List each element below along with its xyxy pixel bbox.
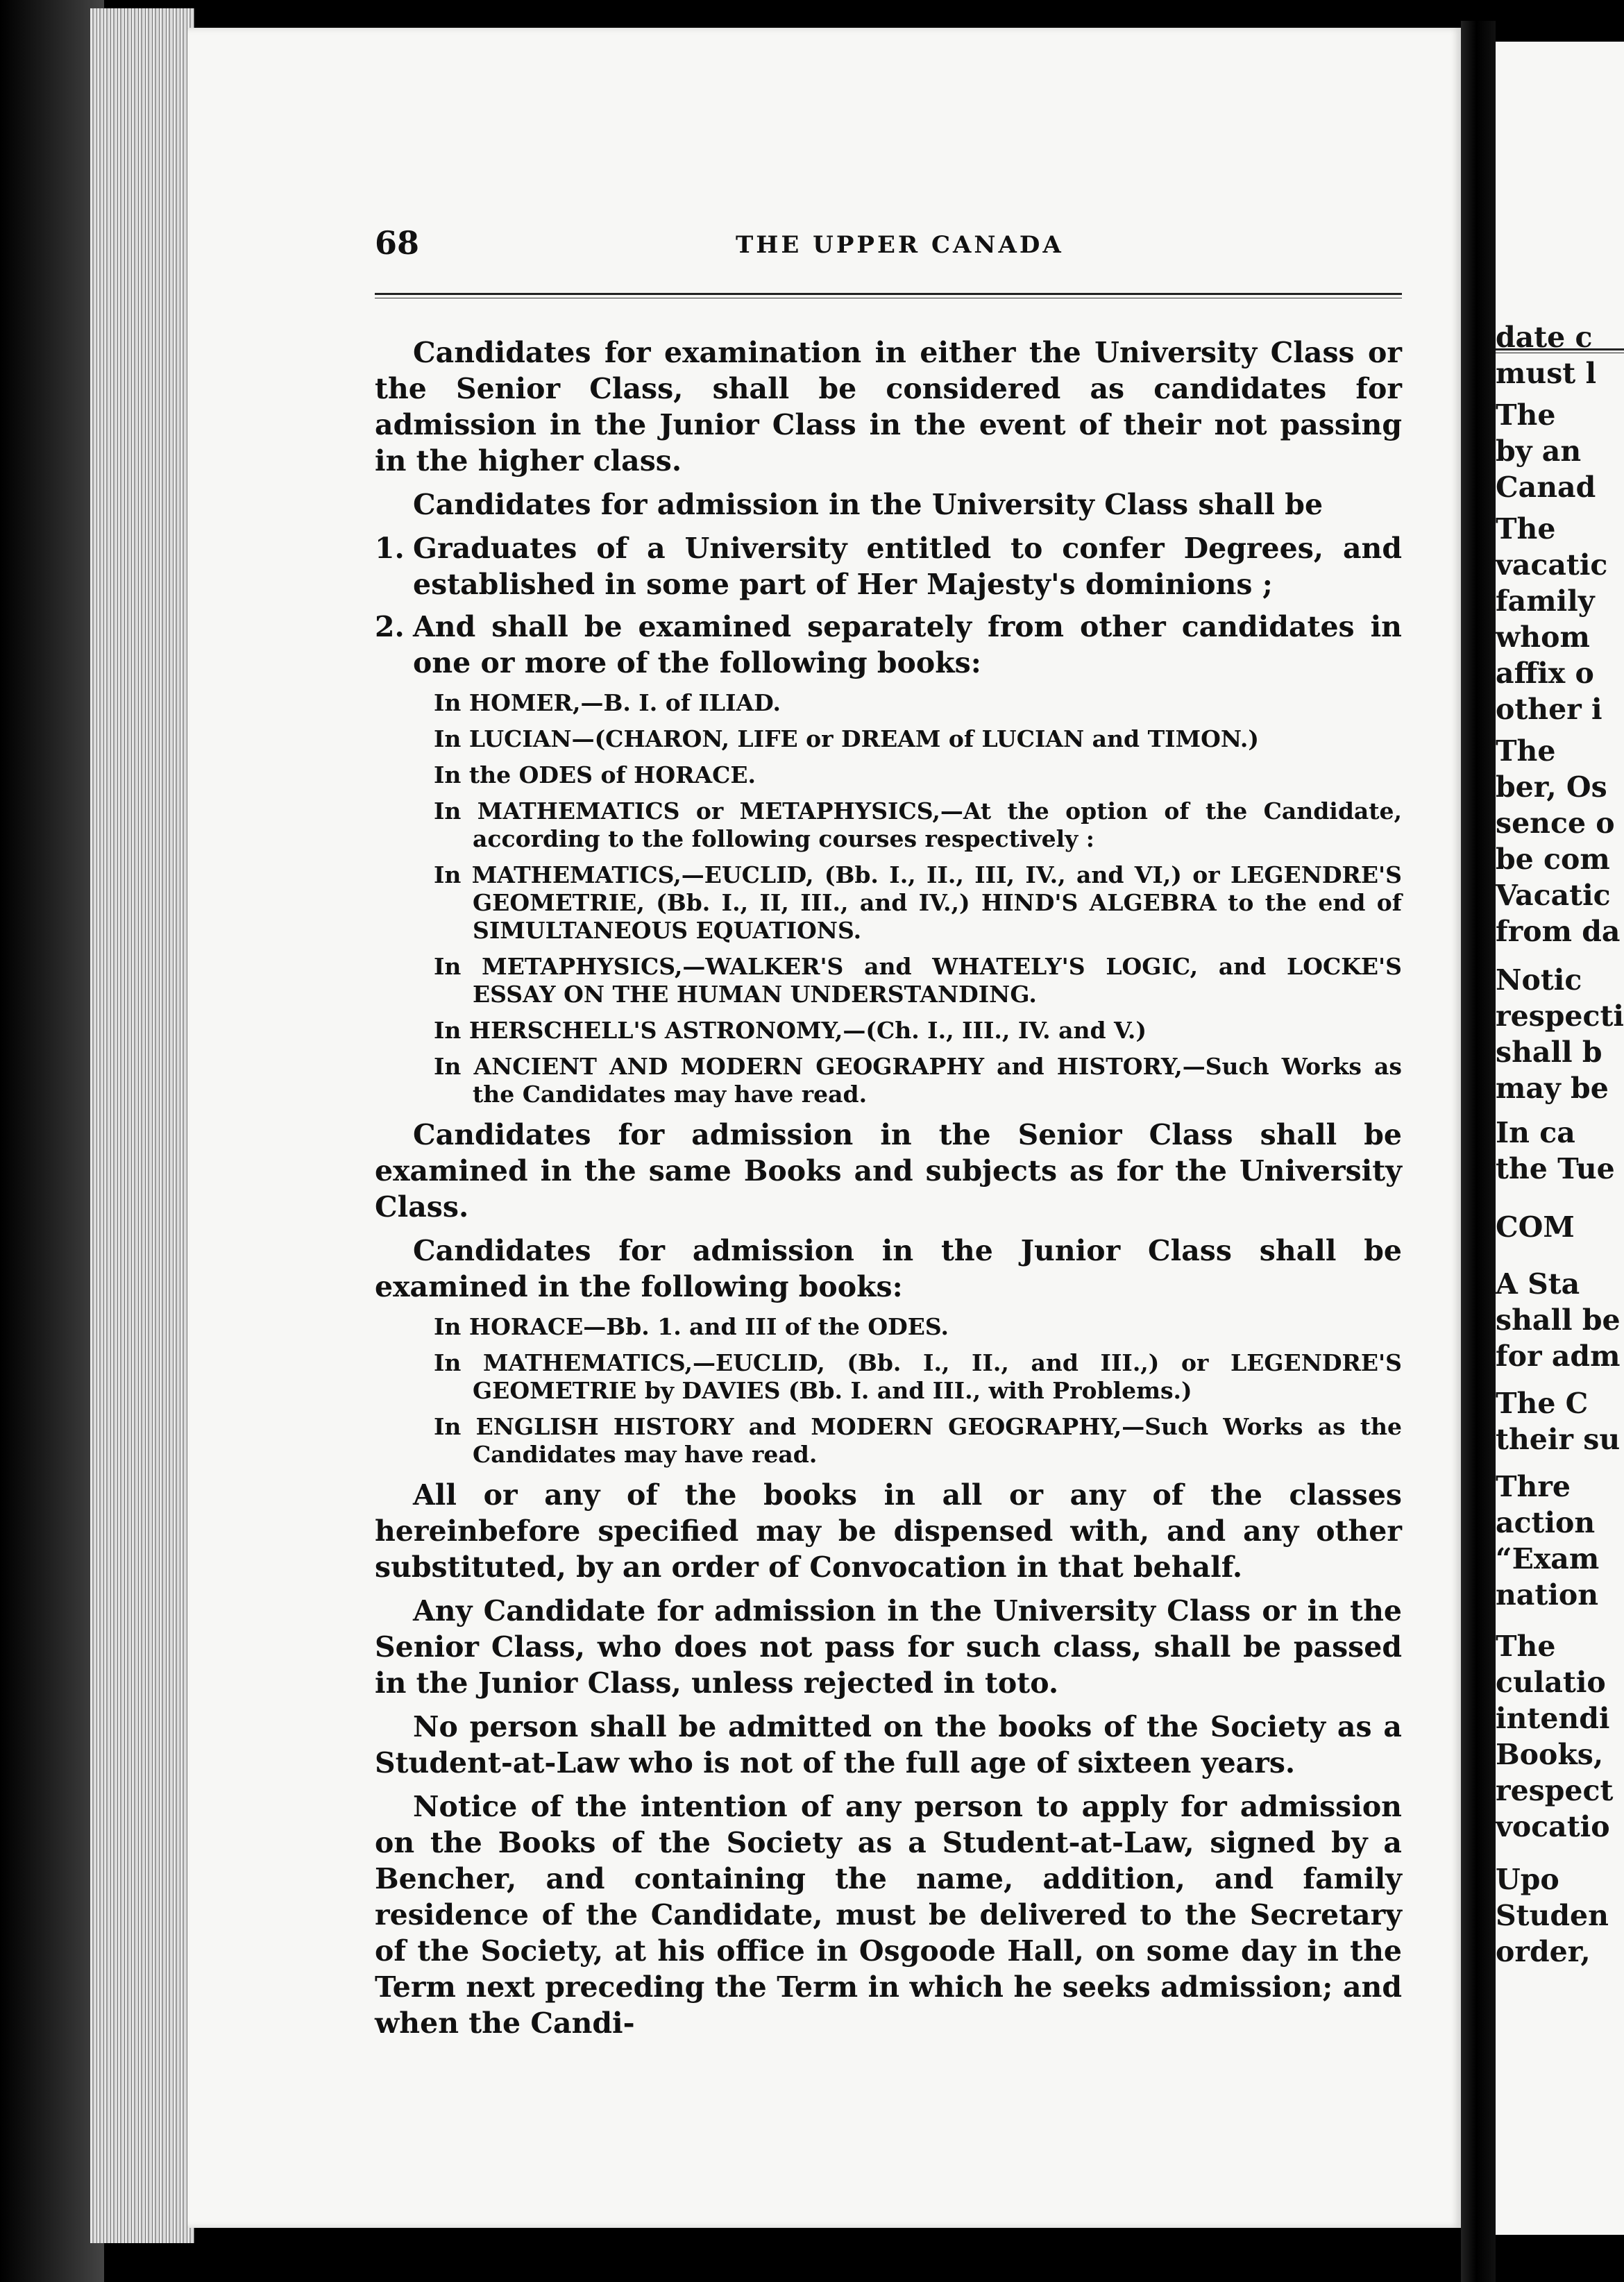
intro-paragraph: Candidates for examination in either the University Class or the Senior Class, shall be considered as candidates for admission in the Junior Class in the event of their not passing in the higher class. <box>375 336 1402 477</box>
facing-page-fragment: respect <box>1496 1774 1614 1807</box>
page-header <box>375 224 1402 266</box>
book-gutter <box>1461 21 1496 2282</box>
page-body <box>375 335 1402 2049</box>
facing-page-fragment: their su <box>1496 1423 1621 1456</box>
facing-page-fragment: A Sta <box>1496 1267 1580 1301</box>
book-entry: In MATHEMATICS,—EUCLID, (Bb. I., II., and III.,) or LEGENDRE'S GEOMETRIE by DAVIES (Bb. I. and III., with Problems.) <box>434 1349 1402 1404</box>
facing-page-fragment: The C <box>1496 1387 1589 1420</box>
facing-page-fragment: COM <box>1496 1210 1575 1244</box>
facing-page-fragment: by an <box>1496 434 1582 468</box>
book-entry: In ENGLISH HISTORY and MODERN GEOGRAPHY,—Such Works as the Candidates may have read. <box>434 1413 1402 1468</box>
book-entry: In METAPHYSICS,—WALKER'S and WHATELY'S LOGIC, and LOCKE'S ESSAY ON THE HUMAN UNDERSTANDING. <box>434 953 1402 1008</box>
facing-page-fragment: for adm <box>1496 1339 1621 1373</box>
facing-page-fragment: shall be <box>1496 1303 1621 1337</box>
facing-page <box>1496 42 1624 2235</box>
facing-page-fragment: the Tue <box>1496 1152 1615 1185</box>
page-stack-edges <box>90 8 194 2243</box>
facing-page-fragment: date c <box>1496 321 1593 354</box>
facing-page-fragment: ber, Os <box>1496 770 1607 804</box>
facing-page-fragment: affix o <box>1496 657 1594 690</box>
book-entry: In HOMER,—B. I. of ILIAD. <box>434 689 781 716</box>
facing-page-fragment: The <box>1496 398 1556 432</box>
facing-page-fragment: Studen <box>1496 1899 1609 1932</box>
facing-page-fragment: Upo <box>1496 1863 1559 1896</box>
numbered-item <box>375 530 1402 602</box>
book-entry: In the ODES of HORACE. <box>434 761 756 788</box>
facing-page-fragment: culatio <box>1496 1666 1606 1699</box>
item-number: 2. <box>375 610 405 643</box>
junior-class-intro: Candidates for admission in the Junior Class shall be examined in the following books: <box>375 1234 1402 1303</box>
senior-class-paragraph: Candidates for admission in the Senior Class shall be examined in the same Books and subjects as for the University Class. <box>375 1118 1402 1224</box>
facing-page-fragment: The <box>1496 1630 1556 1663</box>
numbered-item <box>375 609 1402 681</box>
notice-paragraph: Notice of the intention of any person to apply for admission on the Books of the Society as a Student-at-Law, signed by a Bencher, and containing the name, addition, and family residence of the Candidate, must be delivered to the Secretary of the Society, at his office in Osgoode Hall, on some day in the Term next preceding the Term in which he seeks admission; and when the Candi- <box>375 1790 1402 2040</box>
junior-book-list <box>375 1313 1402 1469</box>
facing-page-fragment: sence o <box>1496 806 1615 840</box>
book-entry: In ANCIENT AND MODERN GEOGRAPHY and HISTORY,—Such Works as the Candidates may have read. <box>434 1053 1402 1108</box>
facing-page-fragment: nation <box>1496 1578 1599 1612</box>
facing-page-fragment: In ca <box>1496 1116 1575 1149</box>
facing-page-fragment: be com <box>1496 843 1610 876</box>
facing-page-fragment: The <box>1496 734 1556 768</box>
book-entry: In HORACE—Bb. 1. and III of the ODES. <box>434 1313 949 1340</box>
facing-page-fragment: The <box>1496 512 1556 546</box>
book-entry: In MATHEMATICS or METAPHYSICS,—At the option of the Candidate, according to the following courses respectively : <box>434 797 1402 852</box>
book-entry: In MATHEMATICS,—EUCLID, (Bb. I., II., III, IV., and VI,) or LEGENDRE'S GEOMETRIE, (Bb. I., II, III., and IV.,) HIND'S ALGEBRA to the end of SIMULTANEOUS EQUATIONS. <box>434 861 1402 944</box>
running-head: THE UPPER CANADA <box>736 231 1064 259</box>
not-pass-paragraph: Any Candidate for admission in the University Class or in the Senior Class, who does not pass for such class, shall be passed in the Junior Class, unless rejected in toto. <box>375 1594 1402 1700</box>
facing-page-fragment: respecti <box>1496 999 1624 1033</box>
facing-page-fragment: must l <box>1496 357 1597 390</box>
facing-page-fragment: from da <box>1496 915 1621 948</box>
facing-page-fragment: vocatio <box>1496 1810 1610 1843</box>
facing-page-fragment: shall b <box>1496 1036 1602 1069</box>
facing-page-fragment: Books, <box>1496 1738 1604 1771</box>
book-entry: In HERSCHELL'S ASTRONOMY,—(Ch. I., III., IV. and V.) <box>434 1017 1147 1044</box>
facing-page-fragment: whom <box>1496 620 1590 654</box>
facing-page-fragment: Thre <box>1496 1470 1571 1503</box>
header-rule <box>375 293 1402 298</box>
university-class-intro: Candidates for admission in the University Class shall be <box>413 488 1323 521</box>
item-number: 1. <box>375 532 405 565</box>
facing-page-fragment: Vacatic <box>1496 879 1611 912</box>
facing-page-fragment: Notic <box>1496 963 1582 997</box>
university-book-list <box>375 689 1402 1108</box>
age-paragraph: No person shall be admitted on the books of the Society as a Student-at-Law who is not of the full age of sixteen years. <box>375 1710 1402 1780</box>
page-number: 68 <box>375 224 420 262</box>
facing-page-fragment: “Exam <box>1496 1542 1600 1575</box>
facing-page-fragment: Canad <box>1496 471 1596 504</box>
dispensed-paragraph: All or any of the books in all or any of the classes hereinbefore specified may be dispensed with, and any other substituted, by an order of Convocation in that behalf. <box>375 1478 1402 1584</box>
facing-page-fragment: vacatic <box>1496 548 1608 582</box>
book-entry: In LUCIAN—(CHARON, LIFE or DREAM of LUCIAN and TIMON.) <box>434 725 1260 752</box>
facing-page-fragment: action <box>1496 1506 1596 1539</box>
facing-page-fragment: intendi <box>1496 1702 1610 1735</box>
facing-page-fragment: may be <box>1496 1072 1609 1105</box>
book-edge-shadow <box>0 0 104 2282</box>
facing-page-fragment: family <box>1496 584 1595 618</box>
facing-page-fragment: other i <box>1496 693 1602 726</box>
facing-page-fragment: order, <box>1496 1935 1591 1968</box>
item-text: And shall be examined separately from other candidates in one or more of the following books: <box>413 610 1402 679</box>
item-text: Graduates of a University entitled to confer Degrees, and established in some part of Her Majesty's dominions ; <box>413 532 1402 601</box>
